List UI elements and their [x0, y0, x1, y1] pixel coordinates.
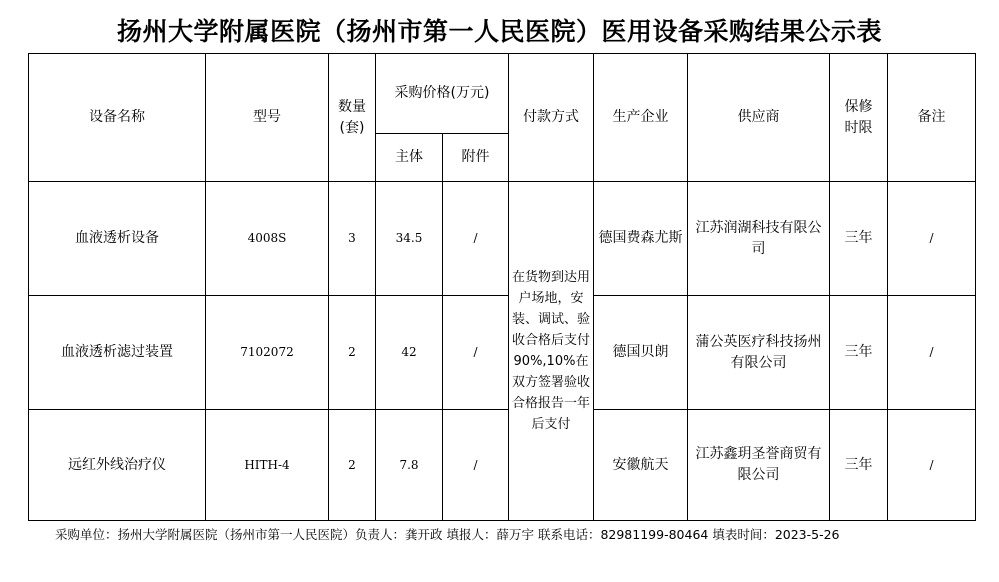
cell-price-attach: /	[443, 182, 509, 296]
header-manufacturer: 生产企业	[594, 54, 688, 182]
cell-price-main: 42	[376, 296, 443, 410]
cell-model: HITH-4	[206, 410, 329, 521]
cell-payment: 在货物到达用户场地，安装、调试、验收合格后支付90%,10%在双方签署验收合格报告一年后支付	[509, 182, 594, 521]
table-row	[29, 182, 976, 296]
footer-info: 采购单位：扬州大学附属医院（扬州市第一人民医院）负责人：龚开政 填报人：薛万宇 联系电话：82981199-80464 填表时间：2023-5-26	[55, 527, 840, 542]
cell-supplier: 江苏润湖科技有限公司	[688, 182, 830, 296]
cell-manufacturer: 安徽航天	[594, 410, 688, 521]
table-row	[29, 410, 976, 521]
cell-name: 血液透析滤过装置	[29, 296, 206, 410]
cell-supplier: 江苏鑫玥圣誉商贸有限公司	[688, 410, 830, 521]
cell-qty: 2	[329, 296, 376, 410]
cell-price-main: 34.5	[376, 182, 443, 296]
header-price-attach: 附件	[443, 134, 509, 182]
cell-price-attach: /	[443, 296, 509, 410]
cell-manufacturer: 德国贝朗	[594, 296, 688, 410]
cell-warranty: 三年	[830, 410, 888, 521]
cell-name: 血液透析设备	[29, 182, 206, 296]
table-row	[29, 296, 976, 410]
header-model: 型号	[206, 54, 329, 182]
cell-price-main: 7.8	[376, 410, 443, 521]
header-price: 采购价格(万元)	[376, 54, 509, 134]
cell-manufacturer: 德国费森尤斯	[594, 182, 688, 296]
cell-price-attach: /	[443, 410, 509, 521]
cell-name: 远红外线治疗仪	[29, 410, 206, 521]
procurement-table	[28, 53, 976, 521]
header-supplier: 供应商	[688, 54, 830, 182]
header-warranty: 保修时限	[830, 54, 888, 182]
cell-qty: 3	[329, 182, 376, 296]
cell-remark: /	[888, 182, 976, 296]
header-remark: 备注	[888, 54, 976, 182]
cell-remark: /	[888, 296, 976, 410]
cell-qty: 2	[329, 410, 376, 521]
cell-model: 7102072	[206, 296, 329, 410]
header-qty: 数量(套)	[329, 54, 376, 182]
cell-supplier: 蒲公英医疗科技扬州有限公司	[688, 296, 830, 410]
page-title: 扬州大学附属医院（扬州市第一人民医院）医用设备采购结果公示表	[116, 17, 882, 46]
header-name: 设备名称	[29, 54, 206, 182]
cell-warranty: 三年	[830, 182, 888, 296]
cell-remark: /	[888, 410, 976, 521]
cell-model: 4008S	[206, 182, 329, 296]
header-price-main: 主体	[376, 134, 443, 182]
header-payment: 付款方式	[509, 54, 594, 182]
cell-warranty: 三年	[830, 296, 888, 410]
